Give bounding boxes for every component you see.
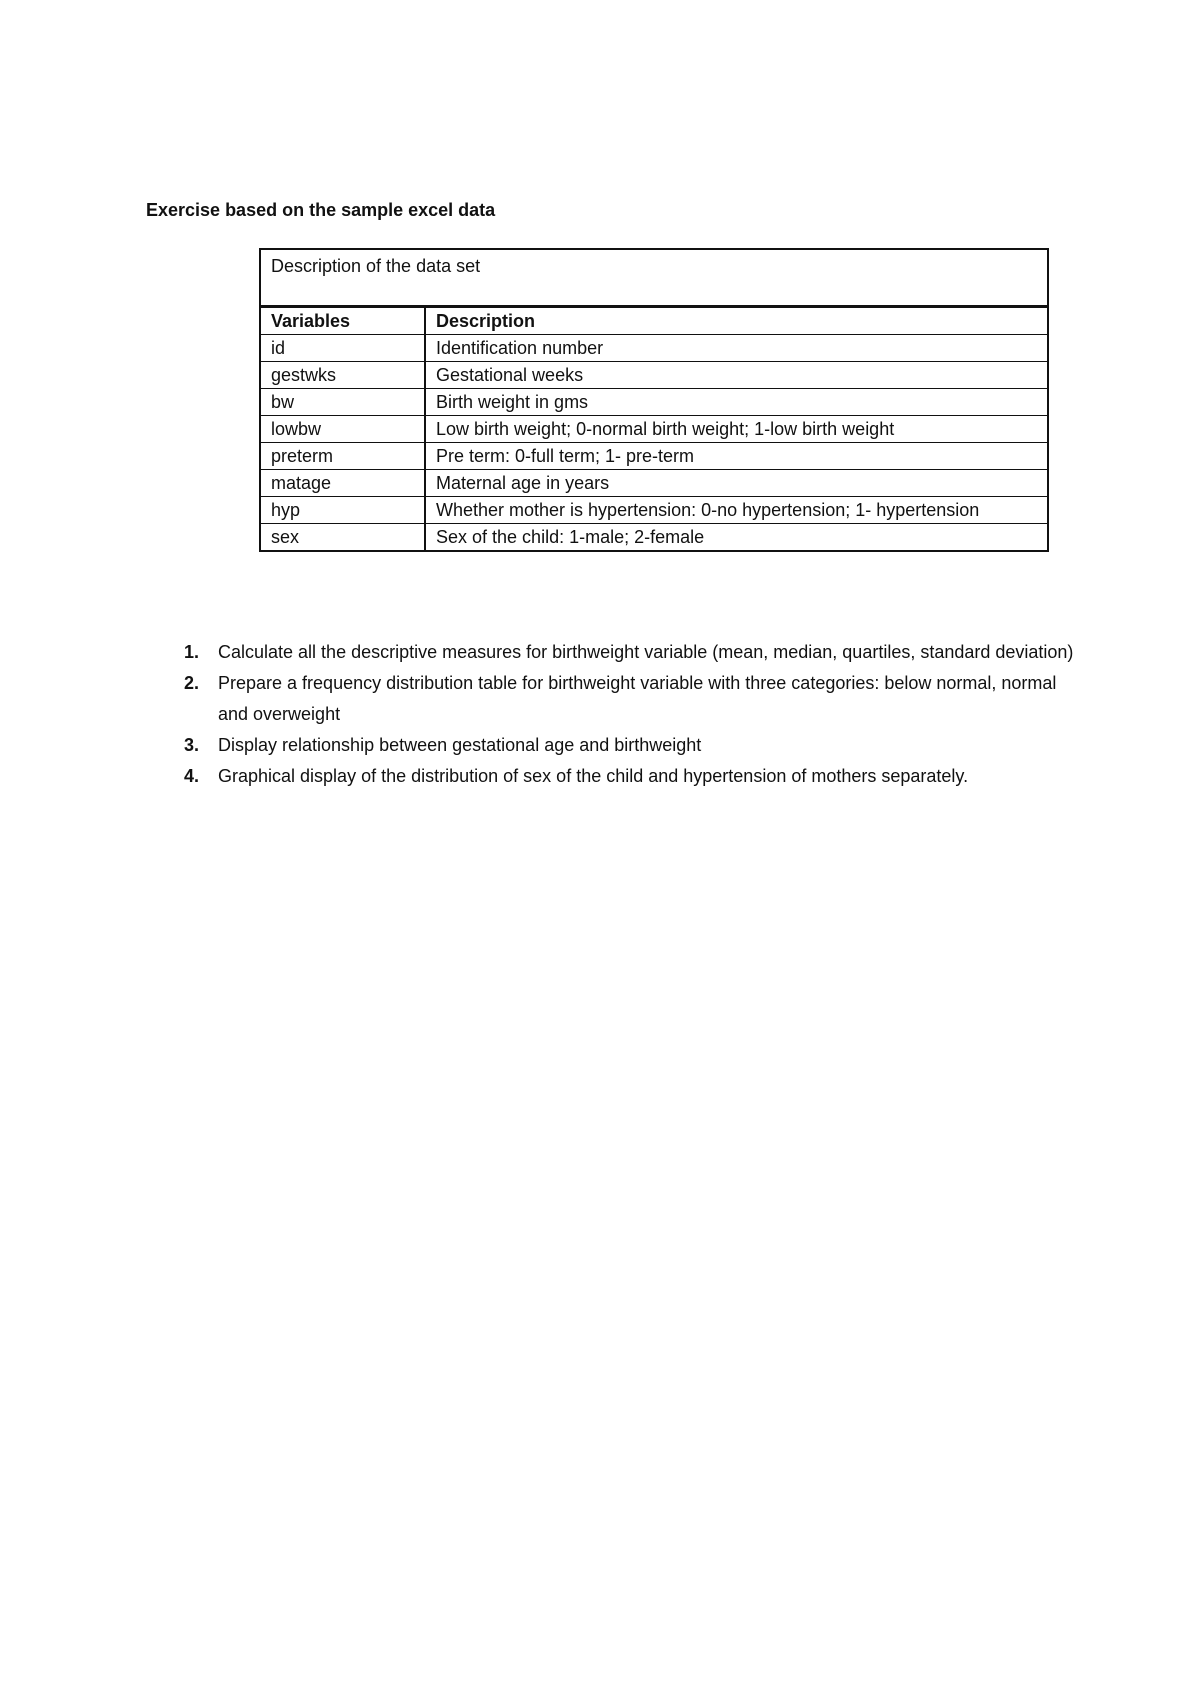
description-cell: Identification number — [425, 335, 1048, 362]
variable-cell: id — [260, 335, 425, 362]
task-text: Calculate all the descriptive measures for birthweight variable (mean, median, quartiles, standard deviation) — [218, 642, 1074, 662]
task-number: 2. — [184, 673, 200, 693]
task-text: Prepare a frequency distribution table for birthweight variable with three categories: below normal, normal and overweight — [218, 673, 1057, 724]
column-header-description: Description — [425, 307, 1048, 335]
variable-cell: lowbw — [260, 416, 425, 443]
variable-cell: preterm — [260, 443, 425, 470]
list-item — [176, 730, 1076, 761]
description-cell: Maternal age in years — [425, 470, 1048, 497]
table-header-row — [260, 307, 1048, 335]
description-cell: Low birth weight; 0-normal birth weight; 1-low birth weight — [425, 416, 1048, 443]
column-header-variables: Variables — [260, 307, 425, 335]
task-text: Graphical display of the distribution of sex of the child and hypertension of mothers separately. — [218, 766, 969, 786]
table-row — [260, 470, 1048, 497]
list-item — [176, 761, 1076, 792]
variable-cell: sex — [260, 524, 425, 552]
table-row — [260, 497, 1048, 524]
table-row — [260, 524, 1048, 552]
variable-cell: bw — [260, 389, 425, 416]
description-cell: Gestational weeks — [425, 362, 1048, 389]
description-cell: Sex of the child: 1-male; 2-female — [425, 524, 1048, 552]
table-caption: Description of the data set — [260, 249, 1048, 307]
task-number: 4. — [184, 766, 200, 786]
task-number: 1. — [184, 642, 200, 662]
table-row — [260, 335, 1048, 362]
variable-description-table — [259, 248, 1049, 552]
variable-cell: gestwks — [260, 362, 425, 389]
list-item — [176, 637, 1076, 668]
variable-cell: hyp — [260, 497, 425, 524]
description-cell: Birth weight in gms — [425, 389, 1048, 416]
table-row — [260, 389, 1048, 416]
task-number: 3. — [184, 735, 200, 755]
list-item — [176, 668, 1076, 730]
table-caption-row — [260, 249, 1048, 307]
task-text: Display relationship between gestational age and birthweight — [218, 735, 702, 755]
description-cell: Whether mother is hypertension: 0-no hypertension; 1- hypertension — [425, 497, 1048, 524]
table-row — [260, 362, 1048, 389]
exercise-task-list — [176, 637, 1076, 792]
table-row — [260, 416, 1048, 443]
table-row — [260, 443, 1048, 470]
description-cell: Pre term: 0-full term; 1- pre-term — [425, 443, 1048, 470]
document-title: Exercise based on the sample excel data — [146, 200, 496, 220]
variable-cell: matage — [260, 470, 425, 497]
